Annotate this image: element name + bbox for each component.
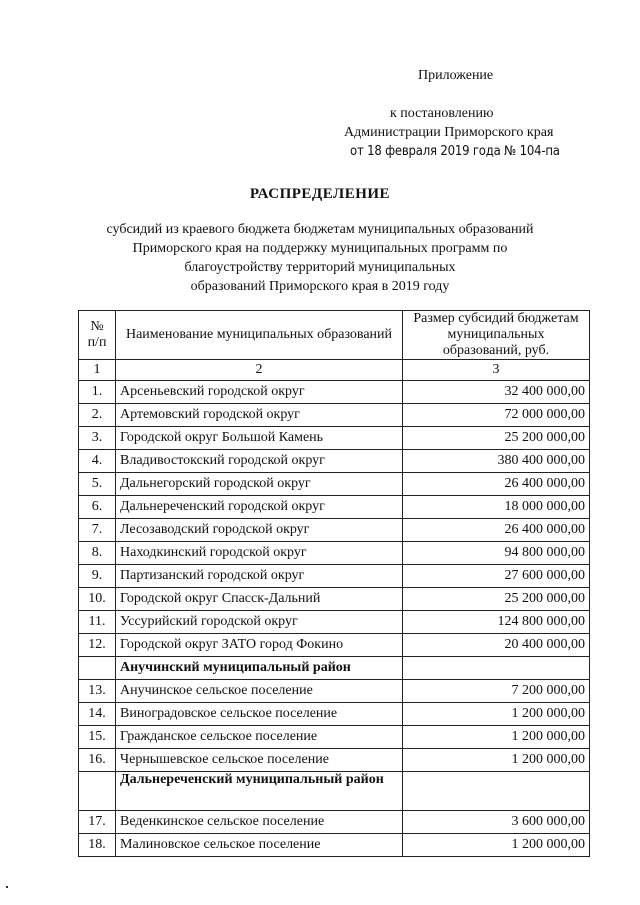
row-number: 14.	[79, 703, 116, 726]
row-number: 12.	[79, 634, 116, 657]
column-number-row	[79, 360, 590, 381]
row-name: Городской округ Спасск-Дальний	[116, 588, 403, 611]
row-name: Веденкинское сельское поселение	[116, 811, 403, 834]
header-amount: Размер субсидий бюджетам муниципальных образований, руб.	[403, 311, 590, 360]
row-amount	[403, 657, 590, 680]
table-row	[79, 496, 590, 519]
row-name: Дальнереченский городской округ	[116, 496, 403, 519]
table-row	[79, 404, 590, 427]
table-row	[79, 542, 590, 565]
row-name: Уссурийский городской округ	[116, 611, 403, 634]
column-number: 2	[116, 360, 403, 381]
table-row	[79, 811, 590, 834]
distribution-table	[78, 310, 590, 857]
row-number: 8.	[79, 542, 116, 565]
row-amount	[403, 772, 590, 811]
row-number: 13.	[79, 680, 116, 703]
table-row	[79, 519, 590, 542]
row-name: Городской округ Большой Камень	[116, 427, 403, 450]
page-mark	[6, 886, 8, 888]
row-amount: 25 200 000,00	[403, 588, 590, 611]
row-number: 18.	[79, 834, 116, 857]
row-amount: 26 400 000,00	[403, 519, 590, 542]
row-number: 10.	[79, 588, 116, 611]
subtitle-line: Приморского края на поддержку муниципальных программ по	[132, 241, 508, 256]
group-name: Анучинский муниципальный район	[116, 657, 403, 680]
appendix-date-number: от 18 февраля 2019 года № 104-па	[350, 144, 560, 159]
subtitle-line: субсидий из краевого бюджета бюджетам муниципальных образований	[106, 222, 534, 237]
row-amount: 1 200 000,00	[403, 749, 590, 772]
table-row	[79, 450, 590, 473]
document-subtitle	[70, 220, 570, 296]
row-amount: 20 400 000,00	[403, 634, 590, 657]
appendix-resolution: к постановлению	[390, 106, 494, 121]
row-name: Виноградовское сельское поселение	[116, 703, 403, 726]
row-number: 1.	[79, 381, 116, 404]
row-amount: 3 600 000,00	[403, 811, 590, 834]
group-header-row	[79, 772, 590, 811]
row-name: Городской округ ЗАТО город Фокино	[116, 634, 403, 657]
table-row	[79, 634, 590, 657]
row-number: 3.	[79, 427, 116, 450]
appendix-label: Приложение	[418, 68, 494, 83]
appendix-authority: Администрации Приморского края	[344, 125, 554, 140]
row-amount: 1 200 000,00	[403, 703, 590, 726]
header-num: № п/п	[79, 311, 116, 360]
table-row	[79, 834, 590, 857]
table-row	[79, 726, 590, 749]
row-amount: 18 000 000,00	[403, 496, 590, 519]
row-name: Арсеньевский городской округ	[116, 381, 403, 404]
table-row	[79, 680, 590, 703]
table-row	[79, 703, 590, 726]
document-title: РАСПРЕДЕЛЕНИЕ	[249, 186, 391, 202]
table-row	[79, 473, 590, 496]
subtitle-line: образований Приморского края в 2019 году	[190, 279, 450, 294]
table-row	[79, 588, 590, 611]
row-name: Лесозаводский городской округ	[116, 519, 403, 542]
column-number: 1	[79, 360, 116, 381]
row-number: 17.	[79, 811, 116, 834]
row-number	[79, 772, 116, 811]
row-number: 5.	[79, 473, 116, 496]
table-row	[79, 611, 590, 634]
row-number: 15.	[79, 726, 116, 749]
row-number: 7.	[79, 519, 116, 542]
row-number: 9.	[79, 565, 116, 588]
row-amount: 25 200 000,00	[403, 427, 590, 450]
table-row	[79, 381, 590, 404]
row-amount: 7 200 000,00	[403, 680, 590, 703]
row-name: Артемовский городской округ	[116, 404, 403, 427]
subtitle-line: благоустройству территорий муниципальных	[184, 260, 456, 275]
row-name: Партизанский городской округ	[116, 565, 403, 588]
table-header-row	[79, 311, 590, 360]
row-name: Малиновское сельское поселение	[116, 834, 403, 857]
row-number	[79, 657, 116, 680]
row-amount: 380 400 000,00	[403, 450, 590, 473]
row-name: Дальнегорский городской округ	[116, 473, 403, 496]
row-amount: 32 400 000,00	[403, 381, 590, 404]
group-name: Дальнереченский муниципальный район	[116, 772, 403, 811]
row-amount: 124 800 000,00	[403, 611, 590, 634]
row-name: Находкинский городской округ	[116, 542, 403, 565]
row-amount: 1 200 000,00	[403, 726, 590, 749]
row-number: 16.	[79, 749, 116, 772]
row-number: 4.	[79, 450, 116, 473]
row-amount: 72 000 000,00	[403, 404, 590, 427]
header-name: Наименование муниципальных образований	[116, 311, 403, 360]
row-number: 2.	[79, 404, 116, 427]
row-amount: 27 600 000,00	[403, 565, 590, 588]
row-name: Чернышевское сельское поселение	[116, 749, 403, 772]
table-row	[79, 749, 590, 772]
row-amount: 94 800 000,00	[403, 542, 590, 565]
row-number: 11.	[79, 611, 116, 634]
row-name: Владивостокский городской округ	[116, 450, 403, 473]
table-row	[79, 427, 590, 450]
row-number: 6.	[79, 496, 116, 519]
column-number: 3	[403, 360, 590, 381]
row-amount: 26 400 000,00	[403, 473, 590, 496]
table-row	[79, 565, 590, 588]
row-name: Гражданское сельское поселение	[116, 726, 403, 749]
group-header-row	[79, 657, 590, 680]
row-amount: 1 200 000,00	[403, 834, 590, 857]
row-name: Анучинское сельское поселение	[116, 680, 403, 703]
